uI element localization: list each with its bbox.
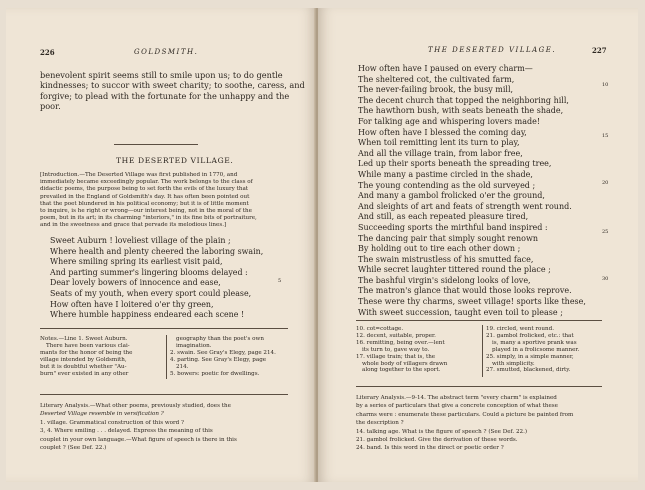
notes-column-2	[170, 336, 288, 377]
poem-line: The matron's glance that would those looks reprove.	[358, 286, 572, 296]
text-line: kindnesses; to succor with sweet charity; to soothe, caress, and	[40, 80, 305, 91]
line-number: 15	[602, 133, 609, 139]
poem-line: By holding out to tire each other down ;	[358, 244, 521, 254]
note-line: 4. parting. See Gray's Elegy, page	[170, 356, 267, 363]
note-line: 19. circled, went round.	[486, 326, 554, 332]
text-line: immediately became exceedingly popular. The work belongs to the class of	[40, 179, 253, 186]
poem-line: With sweet succession, taught even toil to please ;	[358, 307, 563, 317]
analysis-line: Deserted Village resemble in versification ?	[40, 411, 164, 418]
note-line: but it is doubtful whether "Au-	[40, 363, 127, 370]
text-line: poem, but in its art; in its charming "interiors," in its fine bits of portraiture,	[40, 215, 257, 222]
poem-line: These were thy charms, sweet village! sports like these,	[358, 297, 586, 307]
note-line: There have been various clai-	[46, 342, 130, 349]
top-paragraph	[40, 70, 305, 111]
note-line: played in a frolicsome manner.	[492, 346, 580, 353]
poem-line: And many a gambol frolicked o'er the ground,	[358, 191, 545, 201]
text-line: benevolent spirit seems still to smile upon us; to do gentle	[40, 70, 283, 80]
literary-analysis	[40, 402, 237, 452]
poem-line: And still, as each repeated pleasure tired,	[358, 212, 529, 222]
note-line: Notes.—Line 1. Sweet Auburn.	[40, 336, 128, 342]
analysis-line: the description ?	[356, 420, 404, 427]
note-line: 21. gambol frolicked, etc.: that	[486, 332, 574, 339]
note-line: 16. remitting, being over.—lent	[356, 339, 445, 346]
poem-line: The swain mistrustless of his smutted face,	[358, 254, 534, 264]
poem-line: The decent church that topped the neighboring hill,	[358, 95, 569, 105]
line-number: 20	[602, 180, 609, 186]
poem-line: When toil remitting lent its turn to play,	[358, 138, 520, 148]
poem-line: Where health and plenty cheered the laboring swain,	[50, 246, 264, 256]
text-line: poor.	[40, 100, 61, 111]
running-head: THE DESERTED VILLAGE.	[428, 46, 557, 54]
poem-line: And sleights of art and feats of strength went round.	[358, 201, 572, 211]
line-number: 25	[602, 229, 609, 235]
poem-continuation	[358, 64, 586, 318]
analysis-line: Literary Analysis.—9-14. The abstract term "every charm" is explained	[356, 395, 557, 401]
notes-column-1	[40, 336, 162, 377]
note-line: 5. bowers: poetic for dwellings.	[170, 370, 260, 377]
note-line: 2. swain. See Gray's Elegy, page 214.	[170, 349, 276, 356]
text-line: [Introduction.—The Deserted Village was first published in 1770, and	[40, 172, 238, 178]
analysis-divider	[356, 386, 602, 387]
poem-line: Where smiling spring its earliest visit paid,	[50, 257, 223, 267]
poem-line: The sheltered cot, the cultivated farm,	[358, 74, 515, 84]
text-line: didactic poems, the purpose being to set forth the evils of the luxury that	[40, 186, 249, 193]
notes-column-2	[486, 326, 604, 374]
divider	[114, 144, 198, 145]
section-title: THE DESERTED VILLAGE.	[116, 156, 234, 165]
poem-line: While many a pastime circled in the shade,	[358, 169, 533, 179]
text-line: forgive; to plead with the fortunate for the unhappy and the	[40, 90, 290, 101]
analysis-line: 21. gambol frolicked. Give the derivation of these words.	[356, 437, 518, 444]
poem-line: Seats of my youth, when every sport could please,	[50, 288, 252, 298]
note-line: along together to the sport.	[362, 367, 441, 374]
note-line: 12. decent, suitable, proper.	[356, 332, 436, 339]
note-line: 214.	[176, 363, 189, 370]
notes-column-divider	[166, 335, 167, 379]
right-page	[318, 8, 638, 482]
poem-line: Sweet Auburn ! loveliest village of the plain ;	[50, 236, 231, 245]
text-line: and in the sweetness and grace that pervade its melodious lines.]	[40, 222, 227, 229]
note-line: 25. simply, in a simple manner,	[486, 353, 574, 360]
line-marker: 5	[278, 278, 282, 284]
poem-line: The bashful virgin's sidelong looks of love,	[358, 275, 531, 285]
poem-line: The dancing pair that simply sought renown	[358, 233, 538, 243]
poem-line: While secret laughter tittered round the place ;	[358, 265, 551, 275]
analysis-line: charms were : enumerate these particulars. Could a picture be painted from	[356, 411, 574, 418]
note-line: 10. cot=cottage.	[356, 326, 404, 332]
poem-line: For talking age and whispering lovers made!	[358, 116, 541, 126]
running-head: GOLDSMITH.	[134, 48, 199, 56]
note-line: 27. smutted, blackened, dirty.	[486, 367, 571, 374]
poem-line: How often have I paused on every charm—	[358, 64, 533, 73]
poem-line: Where humble happiness endeared each scene !	[50, 310, 245, 320]
literary-analysis	[356, 394, 573, 453]
note-line: is, many a sportive prank was	[492, 339, 577, 346]
analysis-line: 1. village. Grammatical construction of this word ?	[40, 419, 185, 426]
analysis-line: couplet ? (See Def. 22.)	[40, 445, 107, 452]
page-number: 226	[40, 48, 55, 57]
note-line: whole body of villagers drawn	[362, 360, 448, 367]
notes-column-1	[356, 326, 480, 374]
poem-line: Led up their sports beneath the spreading tree,	[358, 159, 552, 169]
line-number: 30	[602, 276, 609, 282]
notes-column-divider	[482, 325, 483, 377]
analysis-line: by a series of particulars that give a concrete conception of what these	[356, 403, 558, 410]
poem-line: Dear lovely bowers of innocence and ease,	[50, 278, 221, 288]
poem-stanza	[50, 236, 263, 321]
note-line: its turn to, gave way to.	[362, 346, 430, 353]
note-line: imagination.	[176, 342, 212, 349]
notes-divider	[40, 328, 288, 329]
analysis-divider	[40, 394, 288, 395]
poem-line: How often have I blessed the coming day,	[358, 127, 527, 137]
note-line: 17. village train; that is, the	[356, 353, 436, 360]
note-line: with simplicity.	[492, 360, 535, 367]
note-line: village intended by Goldsmith,	[40, 356, 127, 363]
left-page	[6, 8, 316, 482]
poem-line: And all the village train, from labor free,	[358, 148, 523, 158]
note-line: mants for the honor of being the	[40, 349, 133, 356]
page-number: 227	[592, 46, 607, 55]
poem-line: How often have I loitered o'er thy green,	[50, 299, 214, 309]
text-line: that the poet blundered in his political economy; but it is of little moment	[40, 200, 249, 207]
analysis-line: couplet in your own language.—What figure of speech is there in this	[40, 436, 237, 443]
poem-line: Succeeding sports the mirthful band inspired :	[358, 222, 548, 232]
poem-line: The never-failing brook, the busy mill,	[358, 85, 514, 95]
poem-line: The hawthorn bush, with seats beneath the shade,	[358, 106, 564, 116]
introduction	[40, 172, 257, 230]
poem-line: The young contending as the old surveyed ;	[358, 180, 536, 190]
note-line: geography than the poet's own	[176, 336, 264, 342]
line-number: 10	[602, 82, 609, 88]
analysis-line: 14. talking age. What is the figure of speech ? (See Def. 22.)	[356, 428, 528, 435]
analysis-line: 3, 4. Where smiling . . . delayed. Express the meaning of this	[40, 428, 213, 435]
notes-divider	[356, 320, 602, 321]
text-line: to inquire, is he right or wrong—our interest being, not in the moral of the	[40, 208, 252, 215]
analysis-line: Literary Analysis.—What other poems, previously studied, does the	[40, 403, 231, 409]
text-line: prevailed in the England of Goldsmith's day. It has often been pointed out	[40, 193, 250, 200]
note-line: burn" ever existed in any other	[40, 370, 129, 377]
poem-line: And parting summer's lingering blooms delayed :	[50, 267, 248, 277]
analysis-line: 24. band. Is this word in the direct or poetic order ?	[356, 445, 504, 452]
